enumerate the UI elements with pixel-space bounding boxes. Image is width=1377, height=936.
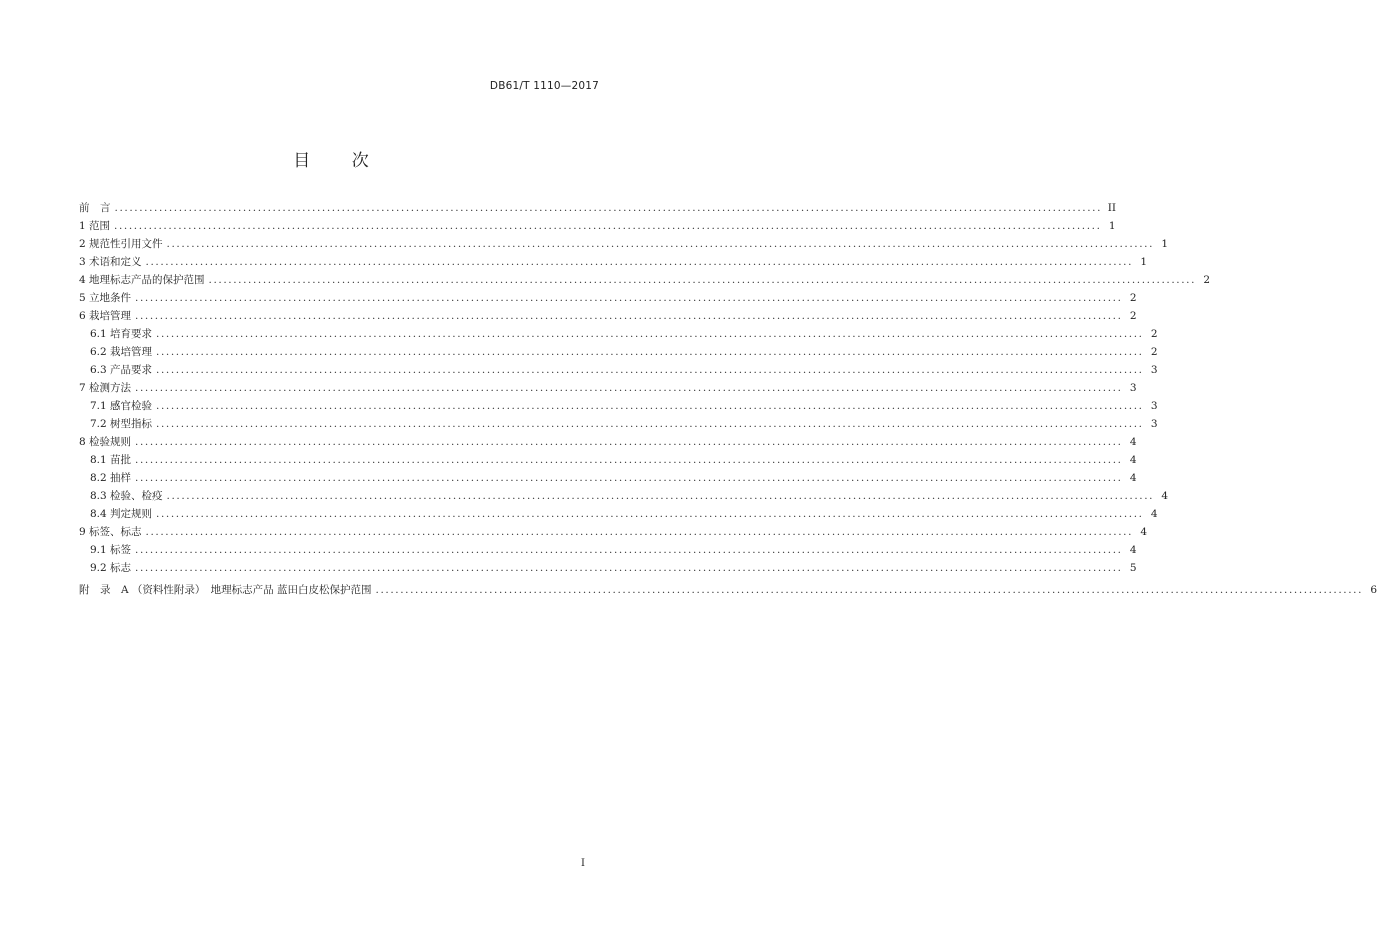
toc-dot-leader: ........................................................................................................................................................................................................ [135,310,1123,322]
toc-subentry[interactable] [79,361,1158,379]
toc-entry-label: 9 标签、标志 [79,526,142,538]
toc-dot-leader: ........................................................................................................................................................................................................ [166,238,1155,250]
toc-entry-label: 6 栽培管理 [79,310,132,322]
document-code: DB61/T 1110—2017 [489,80,599,92]
toc-entry-label: 3 术语和定义 [79,256,142,268]
toc-entry-page: 1 [1108,220,1116,232]
toc-subentry[interactable] [79,541,1137,559]
toc-entry[interactable] [79,307,1137,325]
toc-dot-leader: ........................................................................................................................................................................................................ [145,526,1134,538]
toc-dot-leader: ........................................................................................................................................................................................................ [114,202,1103,214]
toc-dot-leader: ........................................................................................................................................................................................................ [135,436,1123,448]
toc-entry-page: 2 [1150,328,1158,340]
toc-entry[interactable] [79,581,1377,599]
toc-dot-leader: ........................................................................................................................................................................................................ [156,364,1144,376]
toc-subentry[interactable] [79,505,1158,523]
toc-entry-label: 4 地理标志产品的保护范围 [79,274,205,286]
toc-dot-leader: ........................................................................................................................................................................................................ [156,508,1144,520]
toc-dot-leader: ........................................................................................................................................................................................................ [375,584,1364,596]
toc-entry[interactable] [79,433,1137,451]
toc-entry-label: 8 检验规则 [79,436,132,448]
toc-entry[interactable] [79,271,1211,289]
toc-entry-label: 8.1 苗批 [90,454,132,466]
toc-entry-label: 6.1 培育要求 [90,328,153,340]
toc-entry-page: 3 [1129,382,1137,394]
toc-subentry[interactable] [79,469,1137,487]
toc-entry-page: 4 [1129,544,1137,556]
page-number: I [581,858,585,869]
toc-entry-label: 前 言 [79,202,111,214]
toc-entry-label: 2 规范性引用文件 [79,238,163,250]
toc-entry-label: 附 录 A （资料性附录） 地理标志产品 蓝田白皮松保护范围 [79,584,372,596]
toc-subentry[interactable] [79,325,1158,343]
toc-dot-leader: ........................................................................................................................................................................................................ [208,274,1197,286]
toc-dot-leader: ........................................................................................................................................................................................................ [156,418,1144,430]
toc-entry-page: 2 [1150,346,1158,358]
toc-entry-label: 7 检测方法 [79,382,132,394]
table-of-contents [79,199,1377,599]
toc-subentry[interactable] [79,415,1158,433]
toc-entry-page: 4 [1129,472,1137,484]
toc-entry-label: 8.2 抽样 [90,472,132,484]
toc-entry[interactable] [79,235,1169,253]
toc-entry-page: 4 [1129,436,1137,448]
toc-entry-label: 7.1 感官检验 [90,400,153,412]
toc-entry-page: 3 [1150,364,1158,376]
toc-entry-page: 2 [1129,292,1137,304]
toc-entry[interactable] [79,217,1116,235]
toc-entry-label: 5 立地条件 [79,292,132,304]
toc-entry-page: 4 [1129,454,1137,466]
toc-dot-leader: ........................................................................................................................................................................................................ [135,562,1123,574]
toc-subentry[interactable] [79,451,1137,469]
toc-subentry[interactable] [79,487,1169,505]
toc-entry-label: 6.3 产品要求 [90,364,153,376]
toc-title: 目 次 [293,151,387,171]
toc-entry[interactable] [79,199,1117,217]
toc-entry[interactable] [79,253,1148,271]
toc-subentry[interactable] [79,343,1158,361]
toc-entry-page: 4 [1161,490,1169,502]
toc-dot-leader: ........................................................................................................................................................................................................ [145,256,1134,268]
toc-entry-label: 8.3 检验、检疫 [90,490,163,502]
toc-entry-page: 4 [1140,526,1148,538]
toc-dot-leader: ........................................................................................................................................................................................................ [156,400,1144,412]
toc-entry-label: 9.2 标志 [90,562,132,574]
toc-entry-page: II [1107,202,1117,214]
toc-entry-label: 6.2 栽培管理 [90,346,153,358]
toc-dot-leader: ........................................................................................................................................................................................................ [156,328,1144,340]
toc-dot-leader: ........................................................................................................................................................................................................ [135,472,1123,484]
toc-entry[interactable] [79,289,1137,307]
toc-entry-label: 8.4 判定规则 [90,508,153,520]
toc-entry-page: 6 [1370,584,1377,596]
toc-entry-page: 2 [1203,274,1211,286]
toc-subentry[interactable] [79,397,1158,415]
toc-dot-leader: ........................................................................................................................................................................................................ [166,490,1155,502]
toc-subentry[interactable] [79,559,1137,577]
toc-entry-label: 1 范围 [79,220,111,232]
toc-dot-leader: ........................................................................................................................................................................................................ [156,346,1144,358]
toc-entry[interactable] [79,379,1137,397]
toc-entry-page: 1 [1161,238,1169,250]
toc-dot-leader: ........................................................................................................................................................................................................ [135,382,1123,394]
toc-entry-page: 2 [1129,310,1137,322]
toc-dot-leader: ........................................................................................................................................................................................................ [135,454,1123,466]
toc-entry-page: 5 [1129,562,1137,574]
toc-entry-label: 9.1 标签 [90,544,132,556]
toc-dot-leader: ........................................................................................................................................................................................................ [135,544,1123,556]
toc-entry-page: 3 [1150,400,1158,412]
toc-dot-leader: ........................................................................................................................................................................................................ [135,292,1123,304]
toc-entry-page: 3 [1150,418,1158,430]
toc-entry[interactable] [79,523,1148,541]
toc-entry-label: 7.2 树型指标 [90,418,153,430]
toc-entry-page: 1 [1140,256,1148,268]
toc-dot-leader: ........................................................................................................................................................................................................ [114,220,1102,232]
toc-entry-page: 4 [1150,508,1158,520]
